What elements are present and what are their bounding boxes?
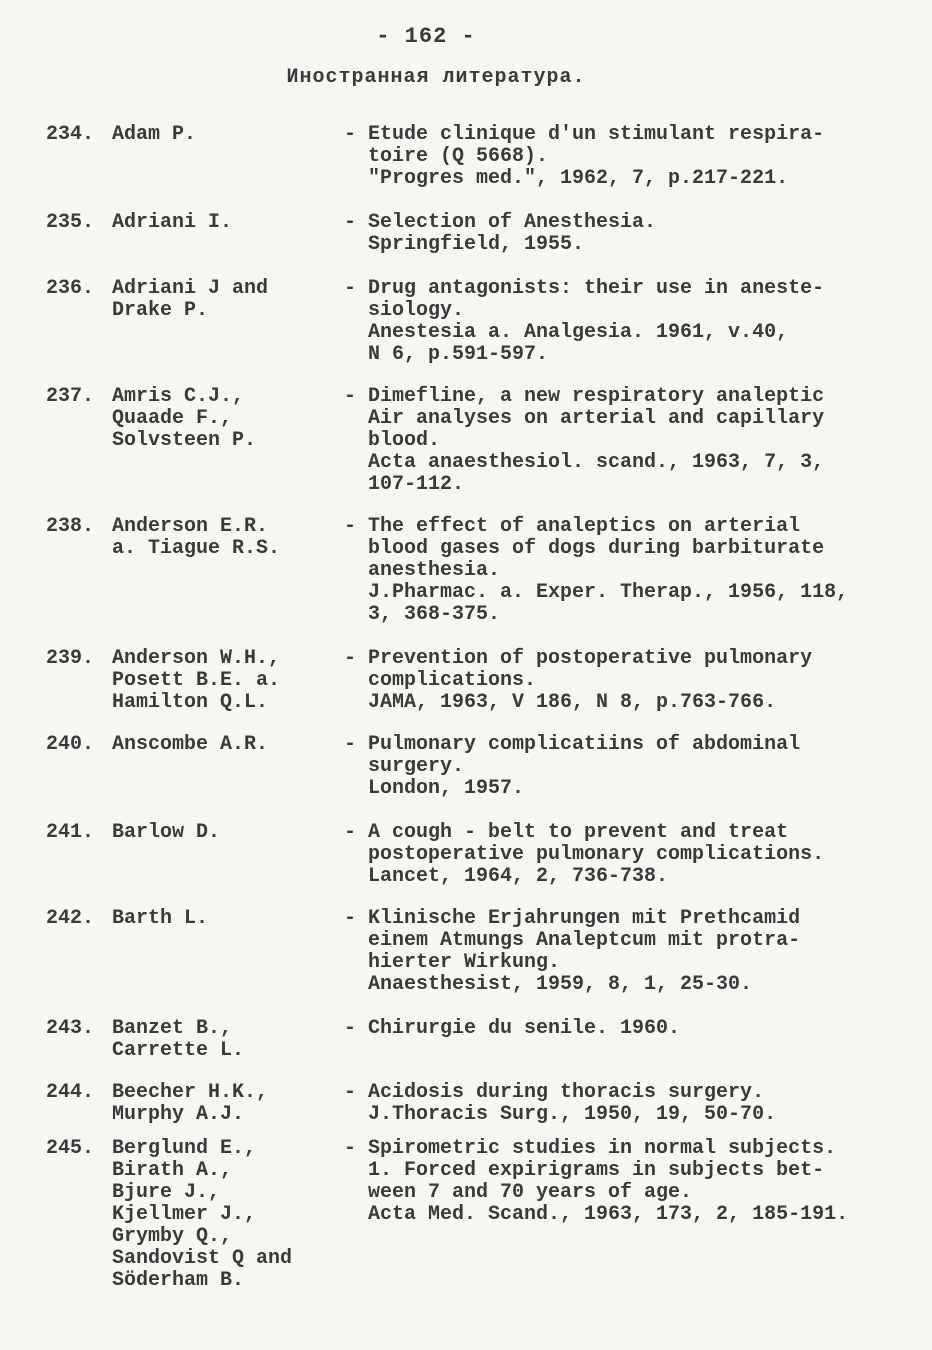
entry-reference [368, 386, 908, 496]
reference-line: anesthesia. [368, 559, 501, 582]
entry-dash: - [344, 1081, 357, 1104]
reference-line: Drug antagonists: their use in aneste- [368, 277, 825, 300]
author-line: Drake P. [112, 299, 209, 322]
entry-reference [368, 212, 908, 256]
author-line: Barth L. [112, 907, 209, 930]
reference-line: Acta Med. Scand., 1963, 173, 2, 185-191. [368, 1203, 849, 1226]
entry-reference [368, 1018, 908, 1040]
reference-line: surgery. [368, 755, 465, 778]
author-line: Kjellmer J., [112, 1203, 257, 1226]
entry-dash: - [344, 647, 357, 670]
reference-line: siology. [368, 299, 465, 322]
reference-line: Acta anaesthesiol. scand., 1963, 7, 3, [368, 451, 825, 474]
reference-line: "Progres med.", 1962, 7, p.217-221. [368, 167, 789, 190]
author-line: Barlow D. [112, 821, 221, 844]
reference-line: Acidosis during thoracis surgery. [368, 1081, 765, 1104]
entry-number: 234. [46, 123, 95, 146]
reference-line: JAMA, 1963, V 186, N 8, p.763-766. [368, 691, 777, 714]
entry-authors [112, 734, 332, 756]
reference-line: J.Pharmac. a. Exper. Therap., 1956, 118, [368, 581, 849, 604]
reference-line: Anaesthesist, 1959, 8, 1, 25-30. [368, 973, 753, 996]
reference-line: blood gases of dogs during barbiturate [368, 537, 825, 560]
entry-reference [368, 1082, 908, 1126]
entry-authors [112, 648, 332, 714]
entry-number: 238. [46, 515, 95, 538]
entry-number: 240. [46, 733, 95, 756]
reference-line: Dimefline, a new respiratory analeptic [368, 385, 825, 408]
entry-authors [112, 822, 332, 844]
entry-reference [368, 822, 908, 888]
author-line: Grymby Q., [112, 1225, 233, 1248]
entry-number: 235. [46, 211, 95, 234]
entry-authors [112, 1018, 332, 1062]
reference-line: einem Atmungs Analeptcum mit protra- [368, 929, 801, 952]
author-line: Hamilton Q.L. [112, 691, 269, 714]
reference-line: Air analyses on arterial and capillary [368, 407, 825, 430]
reference-line: 3, 368-375. [368, 603, 501, 626]
entry-authors [112, 212, 332, 234]
entry-authors [112, 124, 332, 146]
reference-line: Anestesia a. Analgesia. 1961, v.40, [368, 321, 789, 344]
reference-line: toire (Q 5668). [368, 145, 549, 168]
entry-number: 244. [46, 1081, 95, 1104]
entry-reference [368, 648, 908, 714]
author-line: a. Tiague R.S. [112, 537, 281, 560]
entry-number: 241. [46, 821, 95, 844]
entry-dash: - [344, 277, 357, 300]
author-line: Berglund E., [112, 1137, 257, 1160]
author-line: Adriani J and [112, 277, 269, 300]
entry-dash: - [344, 385, 357, 408]
author-line: Solvsteen P. [112, 429, 257, 452]
entry-authors [112, 386, 332, 452]
author-line: Söderham B. [112, 1269, 245, 1292]
entry-reference [368, 908, 908, 996]
reference-line: postoperative pulmonary complications. [368, 843, 825, 866]
author-line: Quaade F., [112, 407, 233, 430]
reference-line: The effect of analeptics on arterial [368, 515, 801, 538]
reference-line: Chirurgie du senile. 1960. [368, 1017, 681, 1040]
entry-number: 242. [46, 907, 95, 930]
reference-line: London, 1957. [368, 777, 525, 800]
entry-authors [112, 516, 332, 560]
author-line: Murphy A.J. [112, 1103, 245, 1126]
author-line: Banzet B., [112, 1017, 233, 1040]
author-line: Adam P. [112, 123, 197, 146]
entry-reference [368, 124, 908, 190]
reference-line: A cough - belt to prevent and treat [368, 821, 789, 844]
reference-line: ween 7 and 70 years of age. [368, 1181, 693, 1204]
reference-line: hierter Wirkung. [368, 951, 561, 974]
entry-reference [368, 516, 908, 626]
author-line: Amris C.J., [112, 385, 245, 408]
entry-authors [112, 278, 332, 322]
reference-line: Etude clinique d'un stimulant respira- [368, 123, 825, 146]
author-line: Sandovist Q and [112, 1247, 293, 1270]
entry-dash: - [344, 1137, 357, 1160]
entry-reference [368, 734, 908, 800]
entry-dash: - [344, 1017, 357, 1040]
reference-line: blood. [368, 429, 441, 452]
entry-authors [112, 908, 332, 930]
reference-line: Lancet, 1964, 2, 736-738. [368, 865, 669, 888]
entry-dash: - [344, 733, 357, 756]
entry-number: 237. [46, 385, 95, 408]
entry-authors [112, 1082, 332, 1126]
author-line: Bjure J., [112, 1181, 221, 1204]
reference-line: complications. [368, 669, 537, 692]
author-line: Beecher H.K., [112, 1081, 269, 1104]
section-title: Иностранная литература. [286, 66, 586, 89]
reference-line: Klinische Erjahrungen mit Prethcamid [368, 907, 801, 930]
reference-line: Pulmonary complicatiins of abdominal [368, 733, 801, 756]
reference-line: Springfield, 1955. [368, 233, 585, 256]
entry-dash: - [344, 821, 357, 844]
entry-dash: - [344, 123, 357, 146]
author-line: Posett B.E. a. [112, 669, 281, 692]
author-line: Birath A., [112, 1159, 233, 1182]
author-line: Adriani I. [112, 211, 233, 234]
author-line: Anderson W.H., [112, 647, 281, 670]
author-line: Anderson E.R. [112, 515, 269, 538]
entry-number: 239. [46, 647, 95, 670]
entry-dash: - [344, 907, 357, 930]
author-line: Anscombe A.R. [112, 733, 269, 756]
reference-line: Prevention of postoperative pulmonary [368, 647, 813, 670]
entry-number: 245. [46, 1137, 95, 1160]
reference-line: Selection of Anesthesia. [368, 211, 657, 234]
entry-number: 243. [46, 1017, 95, 1040]
page-number: - 162 - [376, 24, 476, 49]
reference-line: 107-112. [368, 473, 465, 496]
reference-line: J.Thoracis Surg., 1950, 19, 50-70. [368, 1103, 777, 1126]
entry-number: 236. [46, 277, 95, 300]
reference-line: 1. Forced expirigrams in subjects bet- [368, 1159, 825, 1182]
entry-reference [368, 278, 908, 366]
entry-dash: - [344, 211, 357, 234]
entry-dash: - [344, 515, 357, 538]
entry-reference [368, 1138, 908, 1226]
entry-authors [112, 1138, 332, 1292]
reference-line: Spirometric studies in normal subjects. [368, 1137, 837, 1160]
reference-line: N 6, p.591-597. [368, 343, 549, 366]
author-line: Carrette L. [112, 1039, 245, 1062]
